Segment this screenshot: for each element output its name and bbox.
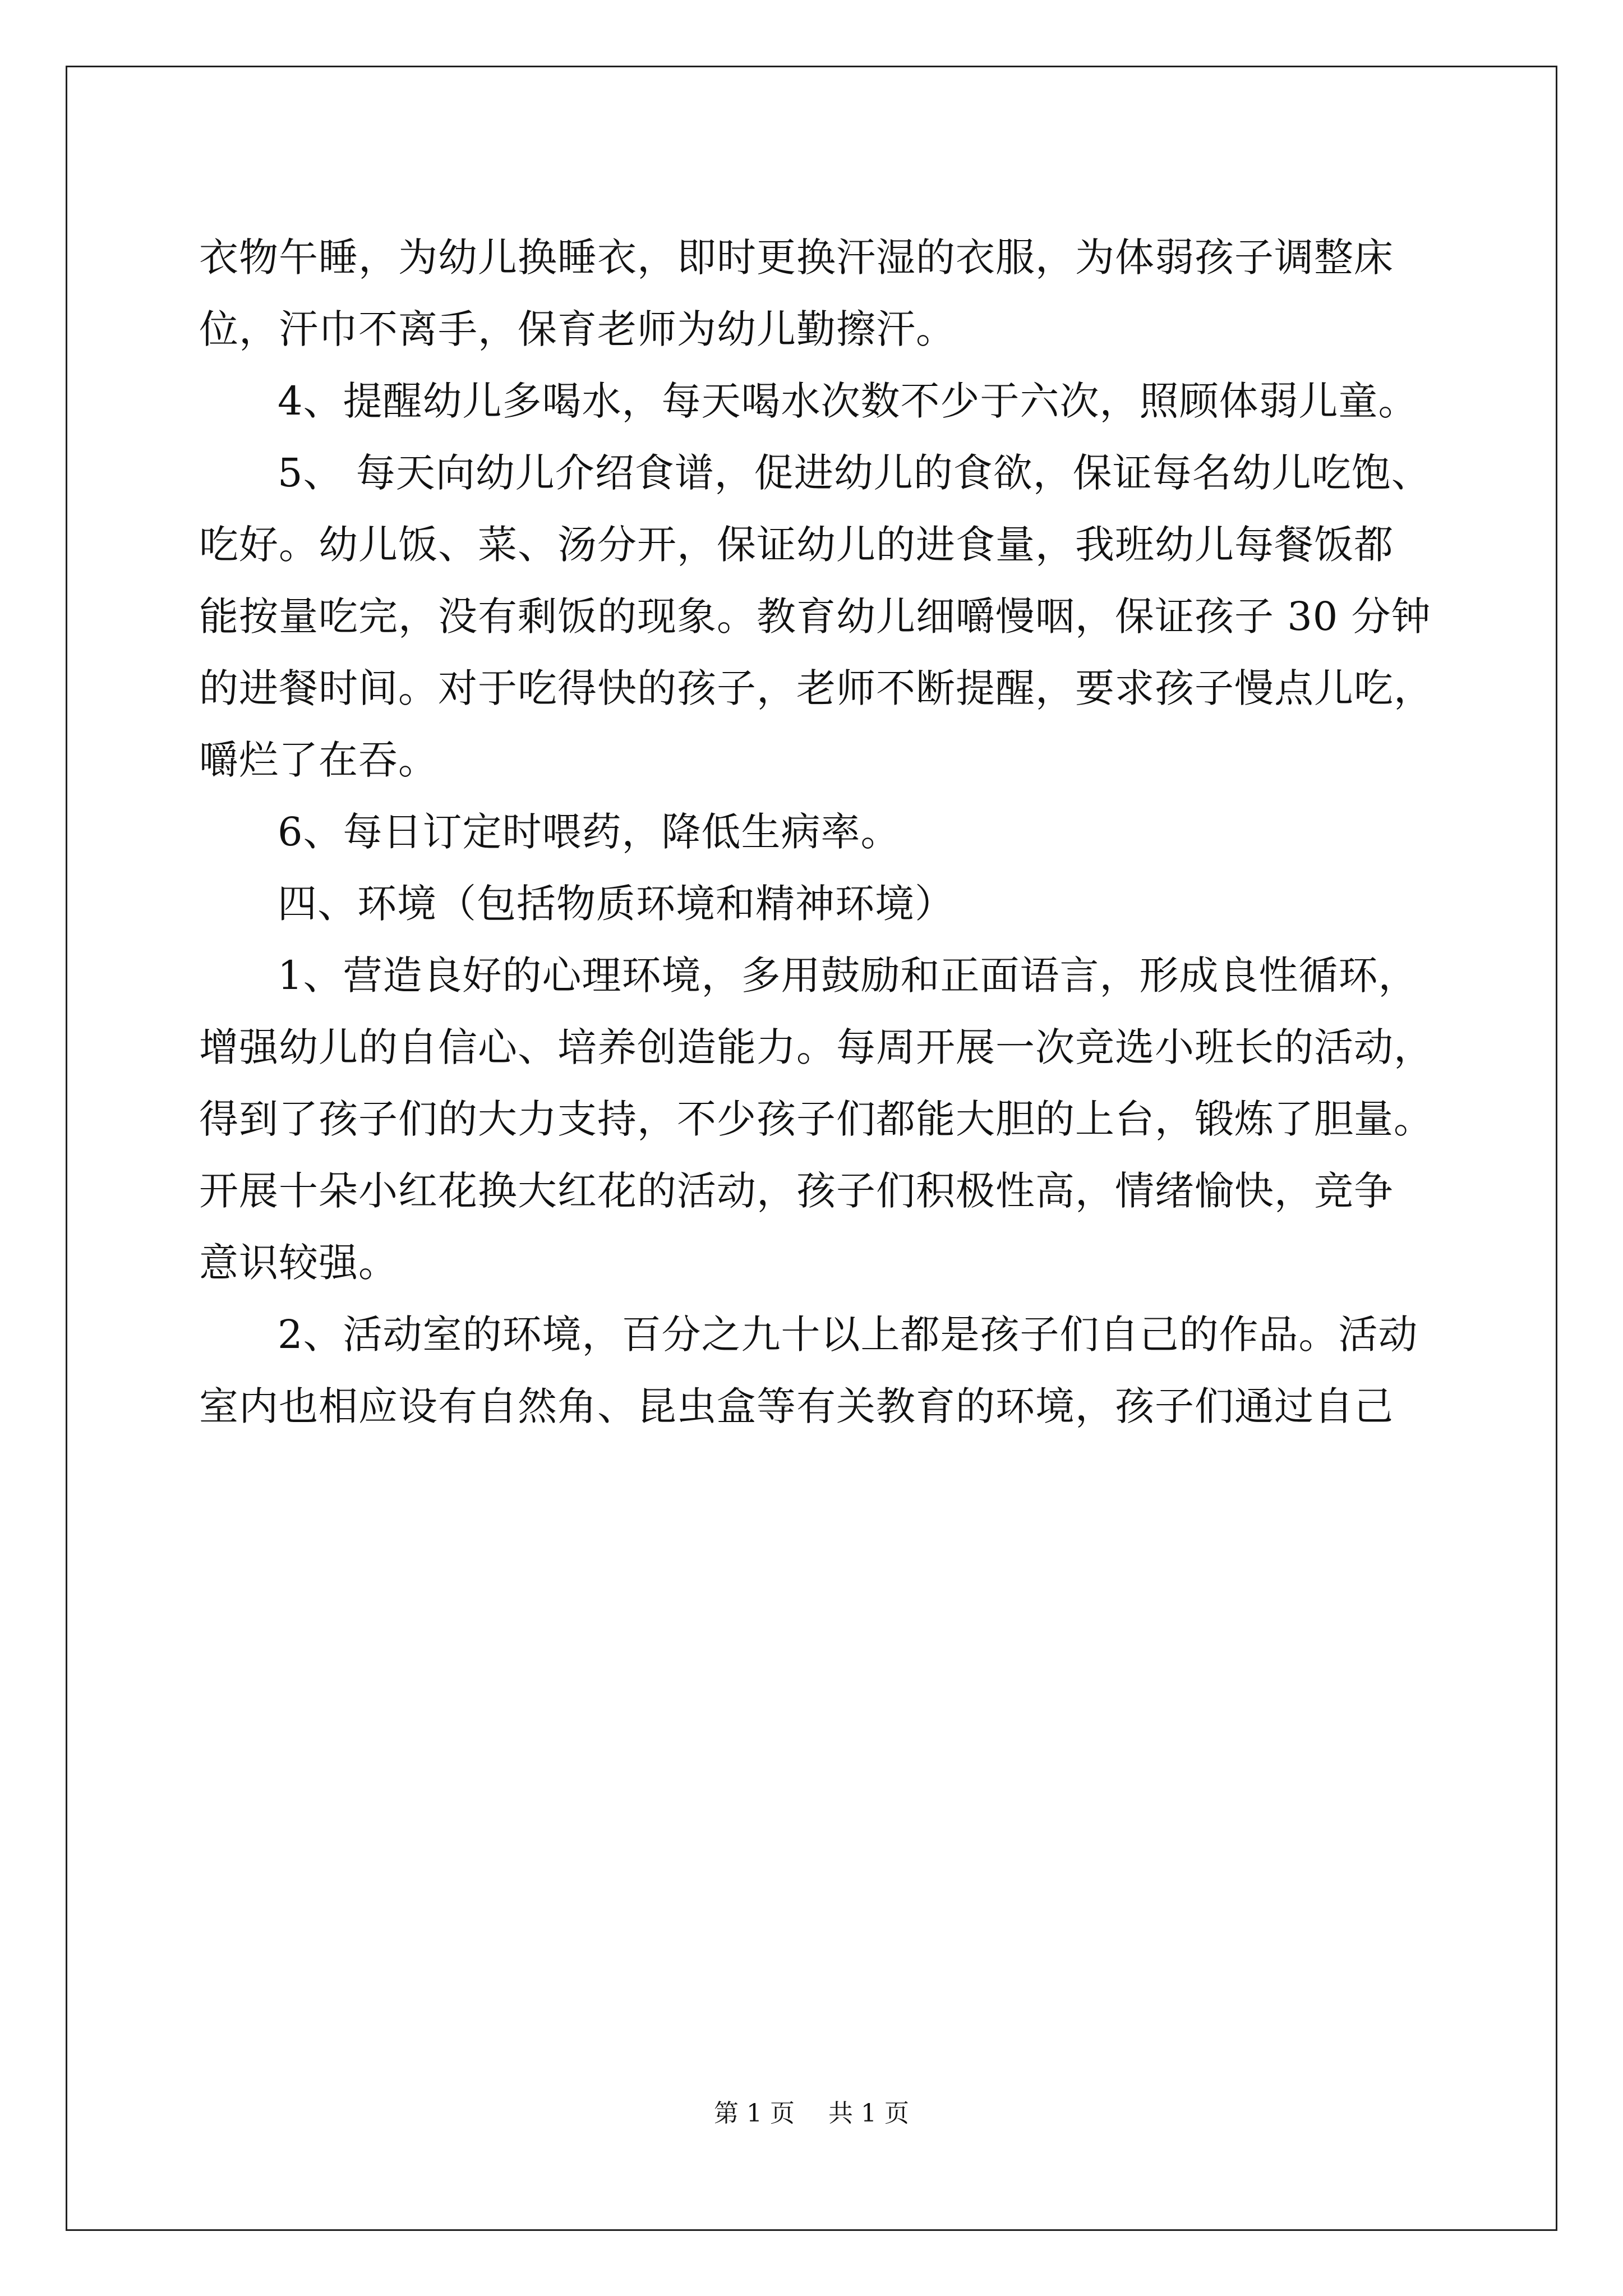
page-number: 第 1 页	[714, 2099, 795, 2128]
text-line: 位，汗巾不离手，保育老师为幼儿勤擦汗。	[199, 306, 956, 352]
page-total: 共 1 页	[828, 2099, 909, 2128]
page-footer	[0, 2097, 1623, 2131]
text-line: 开展十朵小红花换大红花的活动，孩子们积极性高，情绪愉快，竞争	[199, 1168, 1394, 1214]
paragraph-6-start: 6、每日订定时喂药，降低生病率。	[278, 809, 901, 855]
paragraph-4-start: 4、提醒幼儿多喝水，每天喝水次数不少于六次，照顾体弱儿童。	[278, 378, 1418, 424]
document-body	[199, 222, 1450, 1442]
section-heading-environment: 四、环境（包括物质环境和精神环境）	[278, 881, 955, 927]
text-line: 得到了孩子们的大力支持，不少孩子们都能大胆的上台，锻炼了胆量。	[199, 1096, 1433, 1142]
text-line: 嚼烂了在吞。	[199, 737, 438, 783]
text-line: 的进餐时间。对于吃得快的孩子，老师不断提醒，要求孩子慢点儿吃，	[199, 665, 1433, 711]
paragraph-5-start: 5、 每天向幼儿介绍食谱，促进幼儿的食欲，保证每名幼儿吃饱、	[278, 450, 1431, 496]
paragraph-env-2-start: 2、活动室的环境，百分之九十以上都是孩子们自己的作品。活动	[278, 1312, 1418, 1358]
text-line: 能按量吃完，没有剩饭的现象。教育幼儿细嚼慢咽，保证孩子 30 分钟	[199, 593, 1431, 639]
text-line: 吃好。幼儿饭、菜、汤分开，保证幼儿的进食量，我班幼儿每餐饭都	[199, 522, 1394, 568]
paragraph-env-1-start: 1、营造良好的心理环境，多用鼓励和正面语言，形成良性循环，	[278, 953, 1418, 999]
text-line: 室内也相应设有自然角、昆虫盒等有关教育的环境，孩子们通过自己	[199, 1383, 1394, 1429]
text-line: 增强幼儿的自信心、培养创造能力。每周开展一次竞选小班长的活动，	[199, 1024, 1433, 1070]
text-line: 意识较强。	[199, 1240, 398, 1286]
text-line: 衣物午睡，为幼儿换睡衣，即时更换汗湿的衣服，为体弱孩子调整床	[199, 234, 1394, 280]
